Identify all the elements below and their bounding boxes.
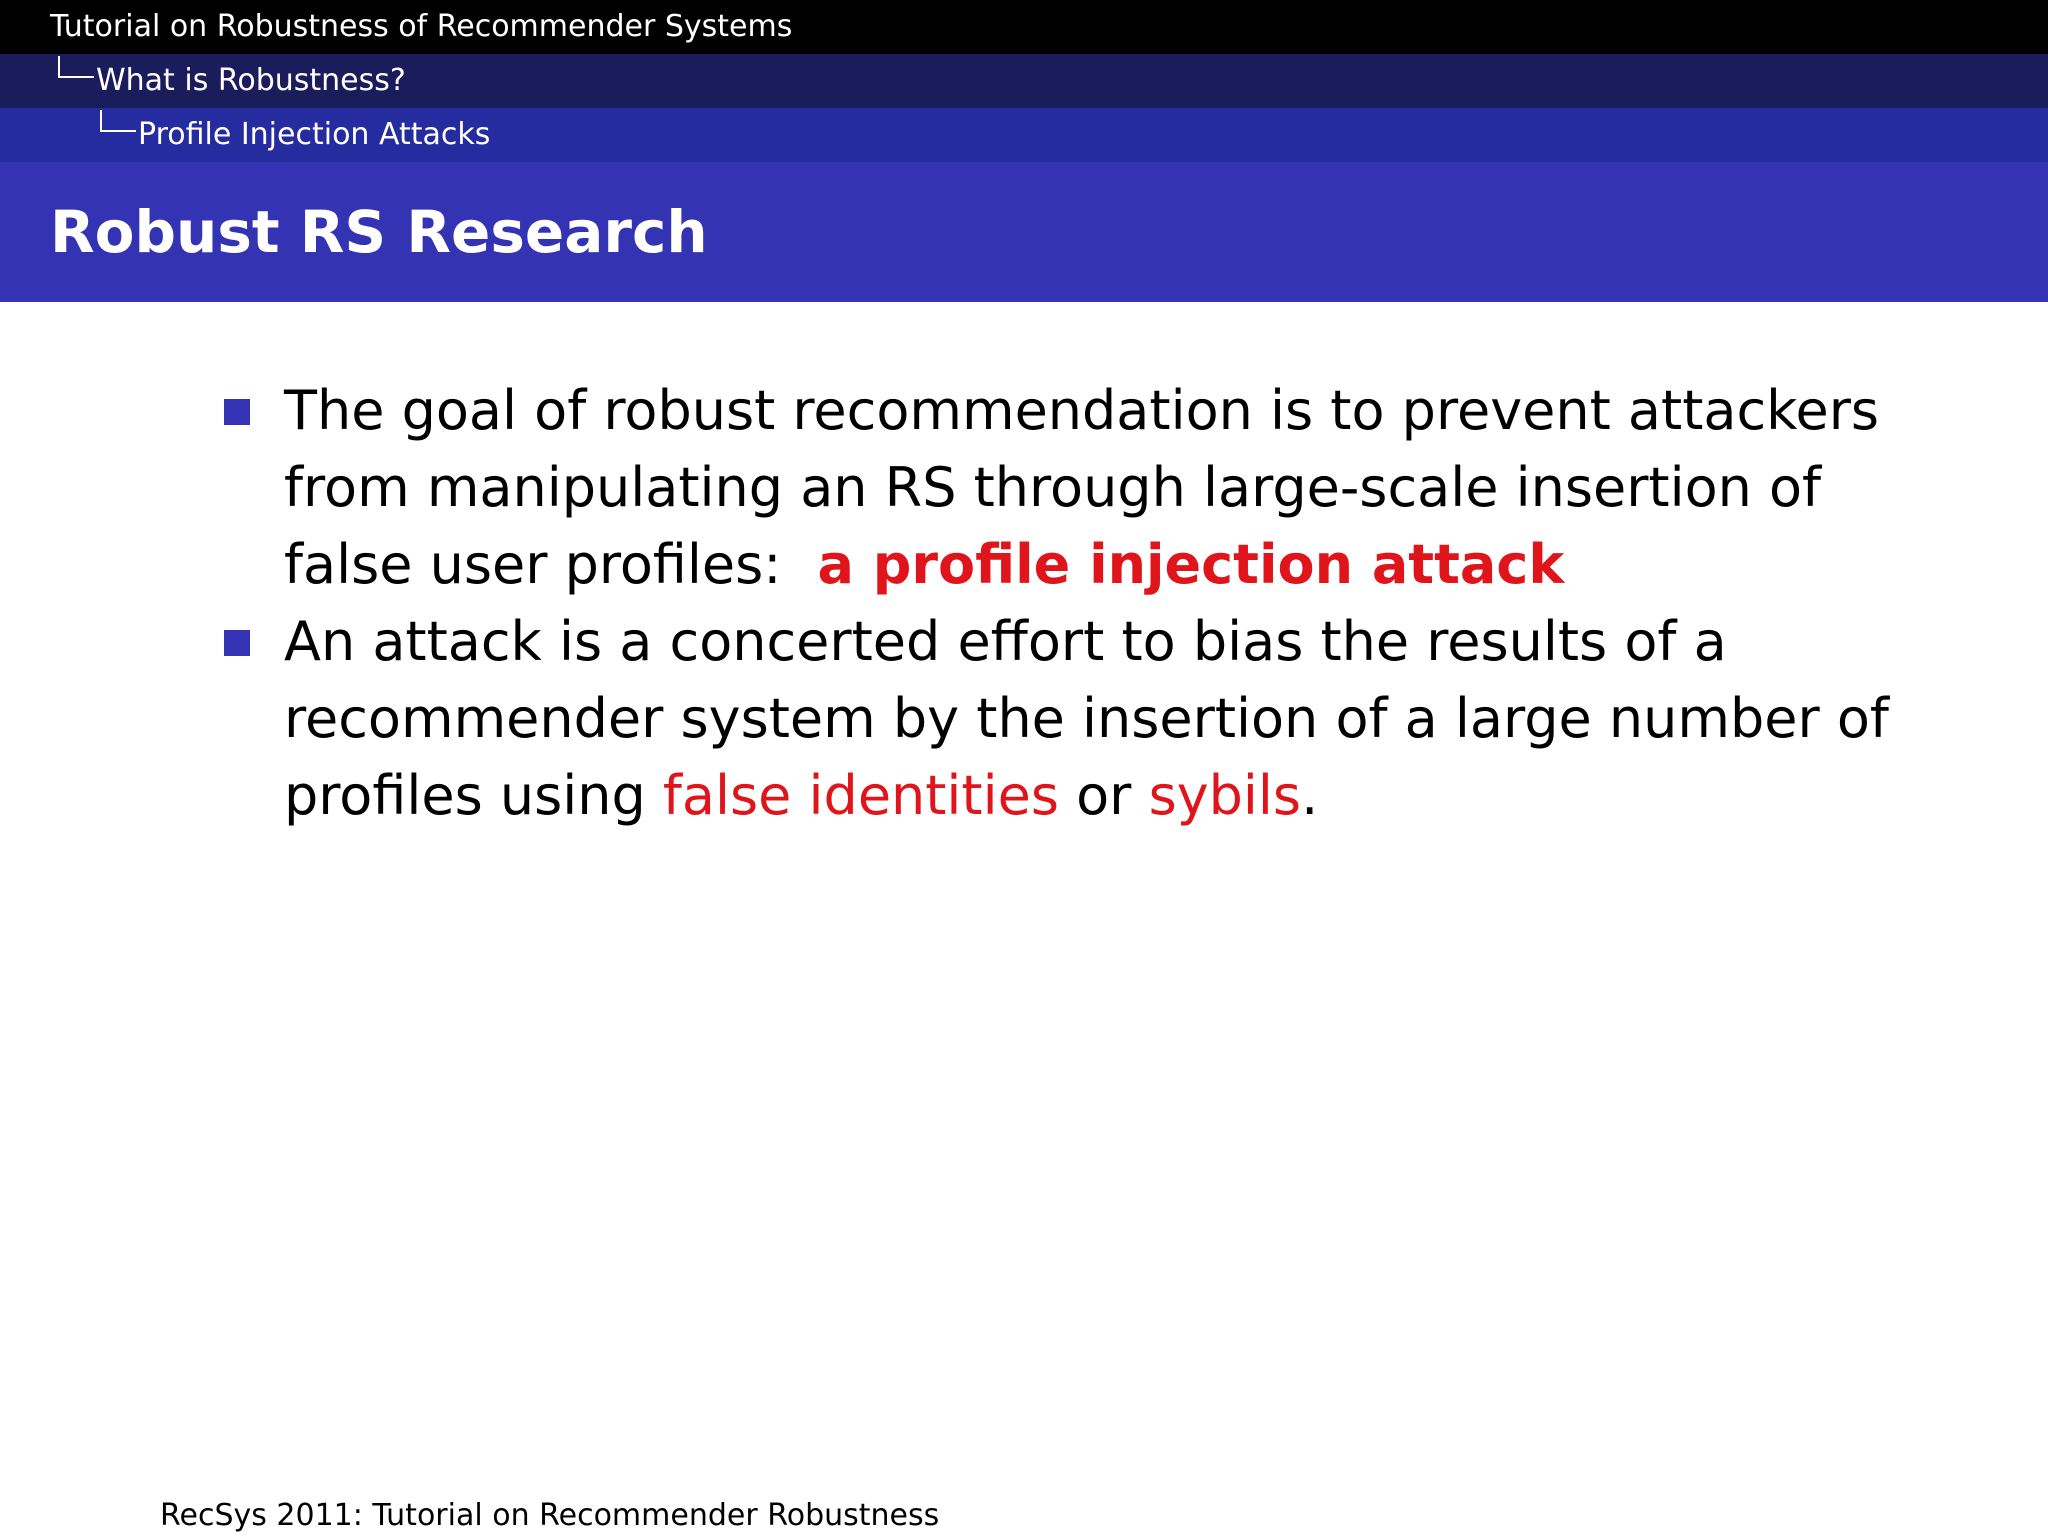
tree-connector-icon xyxy=(100,110,136,132)
slide-title: Robust RS Research xyxy=(50,198,708,266)
tree-connector-icon xyxy=(58,56,94,78)
slide-content xyxy=(222,372,1922,834)
presentation-title-label: Tutorial on Robustness of Recommender Systems xyxy=(50,9,793,44)
bullet-item xyxy=(222,372,1922,603)
square-bullet-icon xyxy=(224,630,250,656)
bullet-text: The goal of robust recommendation is to prevent attackers from manipulating an RS through large-scale insertion of false user profiles: xyxy=(284,379,1880,596)
square-bullet-icon xyxy=(224,399,250,425)
bullet-text: An attack is a concerted effort to bias the results of a recommender system by the insertion of a large number of profiles using xyxy=(284,610,1889,827)
subsection-label: Profile Injection Attacks xyxy=(138,117,491,152)
footer-text: RecSys 2011: Tutorial on Recommender Robustness xyxy=(160,1498,940,1533)
bullet-highlight: sybils xyxy=(1148,764,1302,827)
bullet-highlight: false identities xyxy=(662,764,1059,827)
slide-title-bar xyxy=(0,162,2048,302)
nav-presentation-title[interactable] xyxy=(0,0,2048,54)
bullet-text-middle: or xyxy=(1076,764,1132,827)
nav-section[interactable] xyxy=(0,54,2048,108)
bullet-highlight: a profile injection attack xyxy=(817,533,1565,596)
nav-subsection[interactable] xyxy=(0,108,2048,162)
bullet-text-end: . xyxy=(1301,764,1319,827)
section-label: What is Robustness? xyxy=(96,63,406,98)
footer xyxy=(160,1496,939,1536)
bullet-item xyxy=(222,603,1922,834)
